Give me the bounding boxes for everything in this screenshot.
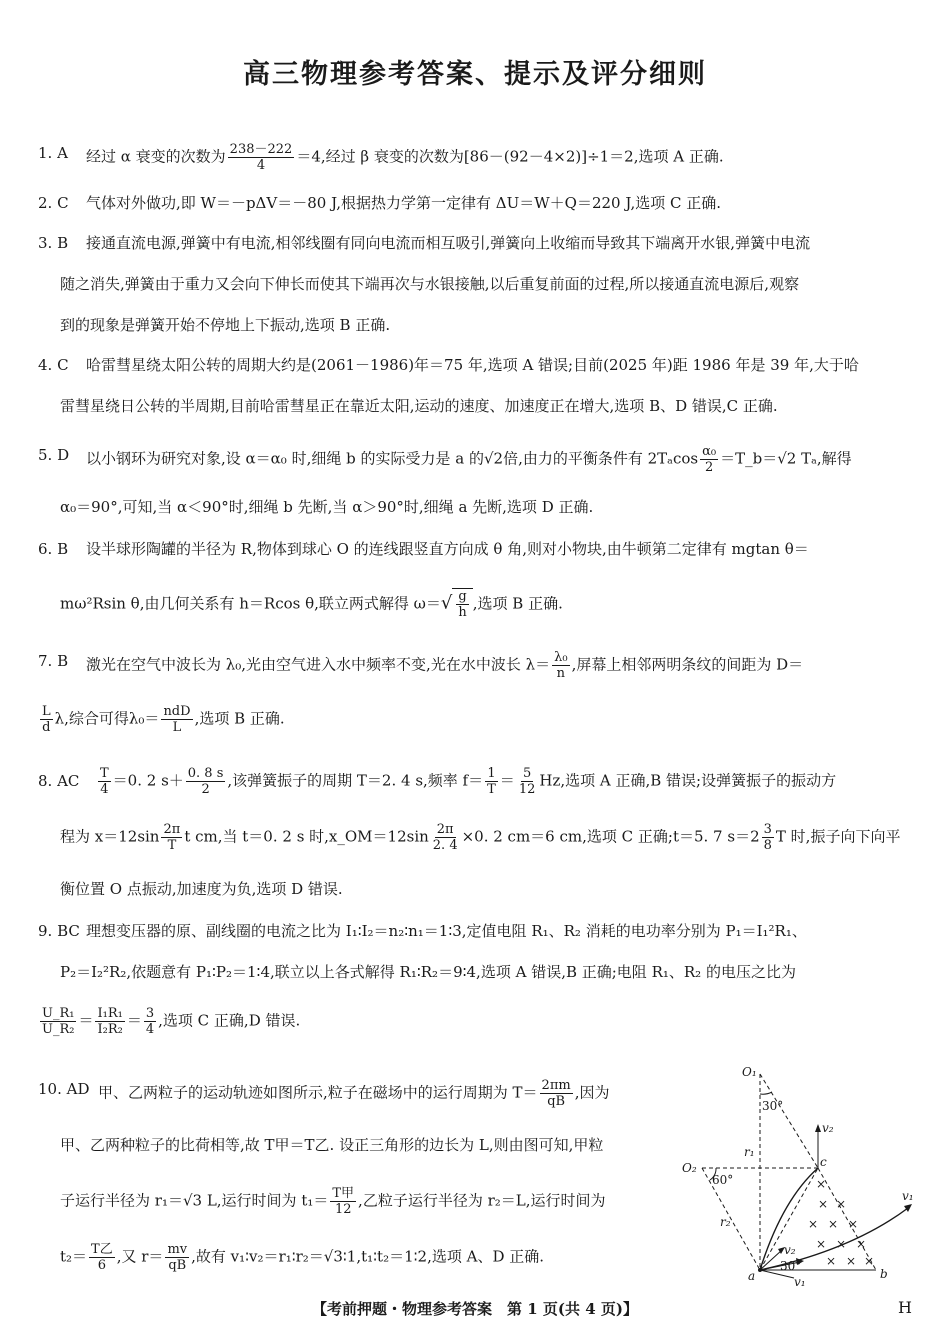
item-number: 2. C bbox=[38, 194, 69, 212]
svg-text:×: × bbox=[836, 1197, 847, 1211]
label-v2-small: v₂ bbox=[784, 1243, 796, 1257]
item-text: 子运行半径为 r₁＝√3 L,运行时间为 t₁＝ $\frac{\text{T甲}}{12}$ ,乙粒子运行半径为 r₂＝L,运行时间为 bbox=[60, 1186, 606, 1217]
svg-text:×: × bbox=[856, 1237, 867, 1251]
item-text: 甲、乙两种粒子的比荷相等,故 T甲＝T乙. 设正三角形的边长为 L,则由图可知,甲粒 bbox=[60, 1136, 604, 1154]
svg-text:×: × bbox=[818, 1197, 829, 1211]
item-text: $\frac{L}{d}$ λ,综合可得λ₀＝ $\frac{\text{ndD}}{L}$ ,选项 B 正确. bbox=[42, 704, 285, 735]
fraction: $\frac{238-222}{4}$ bbox=[229, 142, 293, 173]
item-text: 激光在空气中波长为 λ₀,光由空气进入水中频率不变,光在水中波长 λ＝ $\frac{\text{λ₀}}{n}$ ,屏幕上相邻两明条纹的间距为 D＝ bbox=[86, 650, 804, 681]
item-text: 经过 α 衰变的次数为 $\frac{238-222}{4}$ ＝4,经过 β 衰变的次数为[86－(92－4×2)]÷1＝2,选项 A 正确. bbox=[86, 142, 724, 173]
label-r2: r₂ bbox=[720, 1215, 731, 1229]
arrowhead bbox=[815, 1124, 821, 1132]
label-r1: r₁ bbox=[744, 1145, 755, 1159]
corner-mark: H bbox=[898, 1298, 912, 1317]
item-text: 程为 x＝12sin $\frac{2\pi}{T}$ t cm,当 t＝0. 2 s 时,x_OM＝12sin $\frac{2\pi}{2. 4}$ ×0. 2 cm＝6 cm,选项 C 正确;t＝5. 7 s＝2 $\frac{3}{8}$ T 时,振子向下向平 bbox=[60, 822, 901, 853]
item-text: 接通直流电源,弹簧中有电流,相邻线圈有同向电流而相互吸引,弹簧向上收缩而导致其下端离开水银,弹簧中电流 bbox=[86, 234, 811, 252]
item-text: P₂＝I₂²R₂,依题意有 P₁∶P₂＝1∶4,联立以上各式解得 R₁∶R₂＝9∶4,选项 A 错误,B 正确;电阻 R₁、R₂ 的电压之比为 bbox=[60, 963, 796, 981]
angle-arc-30 bbox=[760, 1092, 772, 1094]
point-a bbox=[758, 1268, 762, 1272]
item-text: mω²Rsin θ,由几何关系有 h＝Rcos θ,联立两式解得 ω＝√ $\frac{g}{h}$ ,选项 B 正确. bbox=[60, 589, 563, 620]
label-angle-60: 60° bbox=[712, 1173, 734, 1187]
magnetic-field-symbol: × bbox=[826, 1254, 837, 1268]
item-text: 哈雷彗星绕太阳公转的周期大约是(2061－1986)年＝75 年,选项 A 错误;目前(2025 年)距 1986 年是 39 年,大于哈 bbox=[86, 356, 859, 374]
item-text: 气体对外做功,即 W＝－pΔV＝－80 J,根据热力学第一定律有 ΔU＝W＋Q＝220 J,选项 C 正确. bbox=[86, 194, 722, 212]
svg-text:×: × bbox=[808, 1217, 819, 1231]
label-v1-base: v₁ bbox=[794, 1275, 806, 1288]
item-number: 8. AC bbox=[38, 772, 80, 790]
item-text: 雷彗星绕日公转的半周期,目前哈雷彗星正在靠近太阳,运动的速度、加速度正在增大,选项 B、D 错误,C 正确. bbox=[60, 397, 778, 415]
item-text: 衡位置 O 点振动,加速度为负,选项 D 错误. bbox=[60, 880, 343, 898]
item-text: $\frac{T}{4}$ ＝0. 2 s＋ $\frac{0. 8 s}{2}$ ,该弹簧振子的周期 T＝2. 4 s,频率 f＝ $\frac{1}{T}$ ＝ $\frac{5}{12}$ Hz,选项 A 正确,B 错误;设弹簧振子的振动方 bbox=[100, 766, 837, 797]
item-text: 理想变压器的原、副线圈的电流之比为 I₁∶I₂＝n₂∶n₁＝1∶3,定值电阻 R₁、R₂ 消耗的电功率分别为 P₁＝I₁²R₁、 bbox=[86, 922, 807, 940]
o1-to-c-line bbox=[760, 1074, 818, 1168]
page-title: 高三物理参考答案、提示及评分细则 bbox=[243, 59, 707, 90]
svg-text:×: × bbox=[864, 1254, 875, 1268]
label-a: a bbox=[748, 1269, 756, 1283]
svg-text:×: × bbox=[846, 1254, 857, 1268]
item-text: 到的现象是弹簧开始不停地上下振动,选项 B 正确. bbox=[60, 316, 391, 334]
item-text: α₀＝90°,可知,当 α＜90°时,细绳 b 先断,当 α＞90°时,细绳 a 先断,选项 D 正确. bbox=[60, 498, 594, 516]
page-footer: 【考前押题・物理参考答案 第 1 页(共 4 页)】 bbox=[312, 1300, 638, 1318]
item-number: 9. BC bbox=[38, 922, 80, 940]
item-number: 4. C bbox=[38, 356, 69, 374]
svg-text:×: × bbox=[816, 1237, 827, 1251]
item-text: t₂＝ $\frac{\text{T乙}}{6}$ ,又 r＝ $\frac{mv}{qB}$ ,故有 v₁∶v₂＝r₁∶r₂＝√3∶1,t₁∶t₂＝1∶2,选项 A、D 正确. bbox=[60, 1242, 545, 1273]
svg-text:×: × bbox=[848, 1217, 859, 1231]
svg-text:×: × bbox=[816, 1177, 827, 1191]
item-text: 设半球形陶罐的半径为 R,物体到球心 O 的连线跟竖直方向成 θ 角,则对小物块,由牛顿第二定律有 mgtan θ＝ bbox=[86, 540, 809, 558]
item-number: 3. B bbox=[38, 234, 69, 252]
item-number: 10. AD bbox=[38, 1080, 90, 1098]
label-v1: v₁ bbox=[902, 1189, 914, 1203]
svg-text:×: × bbox=[836, 1237, 847, 1251]
item-number: 7. B bbox=[38, 652, 69, 670]
label-o2: O₂ bbox=[682, 1161, 697, 1175]
item-text: 以小钢环为研究对象,设 α＝α₀ 时,细绳 b 的实际受力是 a 的√2倍,由力的平衡条件有 2Tₐcos $\frac{\text{α₀}}{2}$ ＝T_b＝√2 Tₐ,解得 bbox=[86, 444, 852, 475]
label-c: c bbox=[820, 1155, 827, 1169]
item-number: 1. A bbox=[38, 144, 68, 162]
label-o1: O₁ bbox=[742, 1065, 757, 1079]
item-text: 甲、乙两粒子的运动轨迹如图所示,粒子在磁场中的运行周期为 T＝ $\frac{2\pi m}{qB}$ ,因为 bbox=[98, 1078, 610, 1109]
label-angle-30-b: 30° bbox=[780, 1259, 802, 1273]
label-v2: v₂ bbox=[822, 1121, 834, 1135]
item-text: 随之消失,弹簧由于重力又会向下伸长而使其下端再次与水银接触,以后重复前面的过程,所以接通直流电源后,观察 bbox=[60, 275, 800, 293]
particle-trajectory-figure bbox=[672, 1060, 922, 1288]
label-angle-30: 30° bbox=[762, 1099, 784, 1113]
svg-text:×: × bbox=[828, 1217, 839, 1231]
item-text: $\frac{\text{U\_R₁}}{\text{U\_R₂}}$ ＝ $\frac{\text{I₁R₁}}{\text{I₂R₂}}$ ＝ $\frac{3}{4}$ ,选项 C 正确,D 错误. bbox=[42, 1006, 301, 1037]
label-b: b bbox=[880, 1267, 888, 1281]
item-number: 6. B bbox=[38, 540, 69, 558]
item-number: 5. D bbox=[38, 446, 70, 464]
